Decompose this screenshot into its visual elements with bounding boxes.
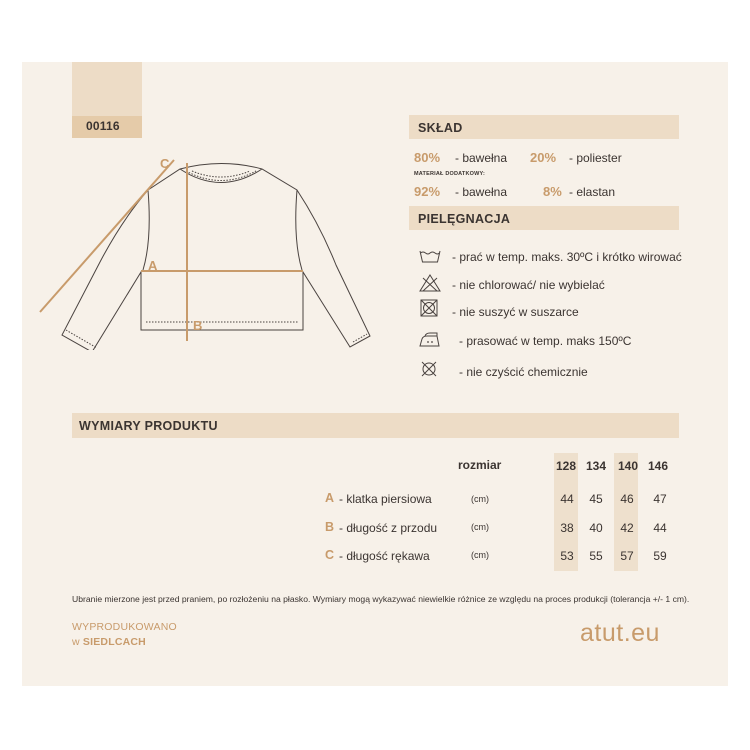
composition-extra-1-percent: 92%	[414, 184, 441, 199]
row-c-146: 59	[653, 549, 667, 563]
label-a: A	[148, 258, 158, 273]
dimensions-title: WYMIARY PRODUKTU	[79, 419, 218, 433]
no-tumble-dry-icon	[420, 299, 438, 317]
row-a-label: - klatka piersiowa	[339, 492, 432, 506]
row-c-label: - długość rękawa	[339, 549, 430, 563]
row-c-128: 53	[560, 549, 574, 563]
row-a-unit: (cm)	[471, 494, 489, 504]
extra-material-label: MATERIAŁ DODATKOWY:	[414, 171, 486, 177]
row-b-128: 38	[560, 521, 574, 535]
measure-c-line	[40, 160, 174, 312]
made-in-line1: WYPRODUKOWANO	[72, 621, 177, 633]
row-c-134: 55	[589, 549, 603, 563]
product-code: 00116	[86, 119, 120, 133]
brand-logo: atut.eu	[580, 619, 660, 647]
garment-diagram	[34, 150, 374, 350]
size-128: 128	[556, 459, 577, 473]
row-c-letter: C	[325, 548, 335, 562]
composition-main-1-percent: 80%	[414, 150, 441, 165]
care-item-dry-clean: - nie czyścić chemicznie	[459, 365, 588, 379]
row-a-letter: A	[325, 491, 335, 505]
care-item-bleach: - nie chlorować/ nie wybielać	[452, 278, 605, 292]
care-item-dry: - nie suszyć w suszarce	[452, 305, 579, 319]
size-140: 140	[618, 459, 639, 473]
row-a-128: 44	[560, 492, 574, 506]
made-in-line2	[72, 636, 146, 648]
row-c-unit: (cm)	[471, 550, 489, 560]
no-dry-clean-icon	[420, 360, 438, 378]
row-b-146: 44	[653, 521, 667, 535]
size-146: 146	[648, 459, 669, 473]
composition-title: SKŁAD	[418, 121, 463, 135]
row-b-letter: B	[325, 520, 335, 534]
row-b-134: 40	[589, 521, 603, 535]
no-bleach-icon	[419, 274, 441, 292]
size-134: 134	[586, 459, 607, 473]
made-in-city: SIEDLCACH	[82, 636, 146, 648]
composition-extra-1-material: - bawełna	[455, 185, 508, 199]
row-a-146: 47	[653, 492, 667, 506]
composition-main-1-material: - bawełna	[455, 151, 508, 165]
wash-30-icon	[419, 248, 441, 264]
row-a-134: 45	[589, 492, 603, 506]
composition-extra-2-percent: 8%	[543, 184, 562, 199]
iron-150-icon	[418, 332, 442, 348]
row-b-140: 42	[620, 521, 634, 535]
measurement-note: Ubranie mierzone jest przed praniem, po rozłożeniu na płasko. Wymiary mogą wykazywać niewielkie różnice ze względu na proces produkcji (tolerancja +/- 1 cm).	[72, 594, 690, 604]
care-item-iron: - prasować w temp. maks 150ºC	[459, 334, 632, 348]
label-b: B	[193, 318, 203, 333]
composition-extra-2-material: - elastan	[569, 185, 616, 199]
size-header: rozmiar	[458, 458, 502, 472]
row-b-unit: (cm)	[471, 522, 489, 532]
row-b-label: - długość z przodu	[339, 521, 438, 535]
composition-main-2-percent: 20%	[530, 150, 557, 165]
composition-main-2-material: - poliester	[569, 151, 622, 165]
row-c-140: 57	[620, 549, 634, 563]
row-a-140: 46	[620, 492, 634, 506]
care-title: PIELĘGNACJA	[418, 212, 511, 226]
care-item-wash: - prać w temp. maks. 30ºC i krótko wirować	[452, 250, 682, 264]
made-in-prefix: w	[72, 636, 83, 648]
label-c: C	[160, 156, 170, 171]
